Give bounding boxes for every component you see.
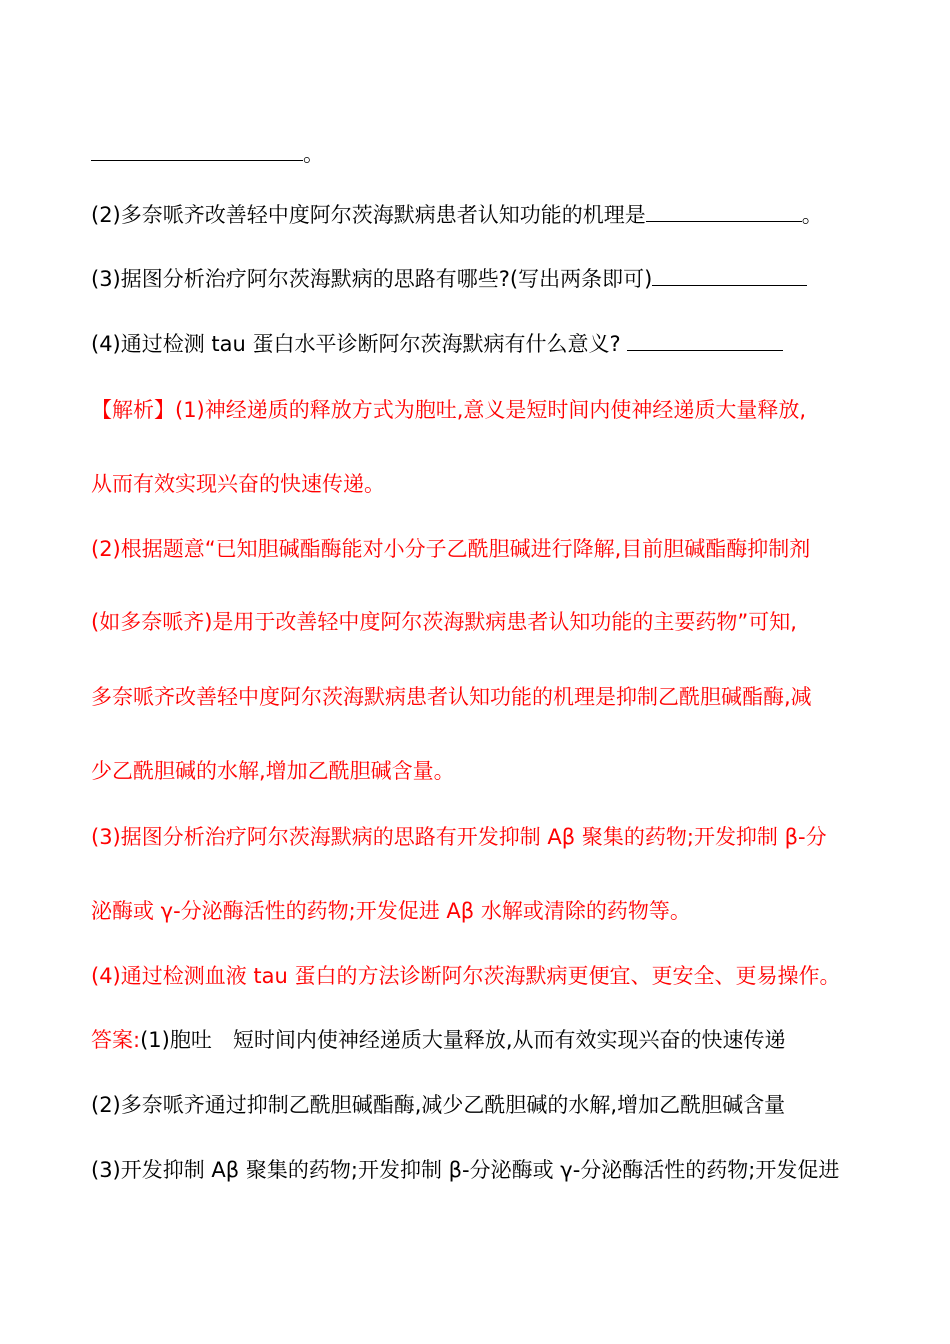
answer-label: 答案:: [91, 1028, 141, 1052]
analysis-p2-line1: (2)根据题意“已知胆碱酯酶能对小分子乙酰胆碱进行降解,目前胆碱酯酶抑制剂: [91, 537, 811, 561]
analysis-p2-line4: 少乙酰胆碱的水解,增加乙酰胆碱含量。: [91, 759, 455, 783]
analysis-p3-line2: 泌酶或 γ-分泌酶活性的药物;开发促进 Aβ 水解或清除的药物等。: [91, 899, 691, 923]
analysis-p1-line1: 【解析】(1)神经递质的释放方式为胞吐,意义是短时间内使神经递质大量释放,: [91, 398, 807, 422]
question-2: (2)多奈哌齐改善轻中度阿尔茨海默病患者认知功能的机理是 。: [91, 203, 823, 227]
analysis-p4: (4)通过检测血液 tau 蛋白的方法诊断阿尔茨海默病更便宜、更安全、更易操作。: [91, 964, 841, 988]
answer-blank: [646, 201, 802, 222]
question-1-tail: 。: [91, 140, 324, 168]
question-3: (3)据图分析治疗阿尔茨海默病的思路有哪些?(写出两条即可): [91, 265, 807, 293]
answer-blank: [91, 140, 303, 161]
analysis-p1-line2: 从而有效实现兴奋的快速传递。: [91, 472, 385, 496]
analysis-p3-line1: (3)据图分析治疗阿尔茨海默病的思路有开发抑制 Aβ 聚集的药物;开发抑制 β-分: [91, 825, 827, 849]
answer-3: (3)开发抑制 Aβ 聚集的药物;开发抑制 β-分泌酶或 γ-分泌酶活性的药物;开发促进: [91, 1158, 840, 1182]
analysis-p2-line2: (如多奈哌齐)是用于改善轻中度阿尔茨海默病患者认知功能的主要药物”可知,: [91, 610, 797, 634]
answer-blank: [652, 265, 807, 286]
answer-1: 答案:(1)胞吐 短时间内使神经递质大量释放,从而有效实现兴奋的快速传递: [91, 1028, 786, 1052]
question-4: (4)通过检测 tau 蛋白水平诊断阿尔茨海默病有什么意义?: [91, 330, 783, 358]
analysis-p2-line3: 多奈哌齐改善轻中度阿尔茨海默病患者认知功能的机理是抑制乙酰胆碱酯酶,减: [91, 685, 812, 709]
answer-blank: [627, 330, 783, 351]
answer-2: (2)多奈哌齐通过抑制乙酰胆碱酯酶,减少乙酰胆碱的水解,增加乙酰胆碱含量: [91, 1093, 786, 1117]
